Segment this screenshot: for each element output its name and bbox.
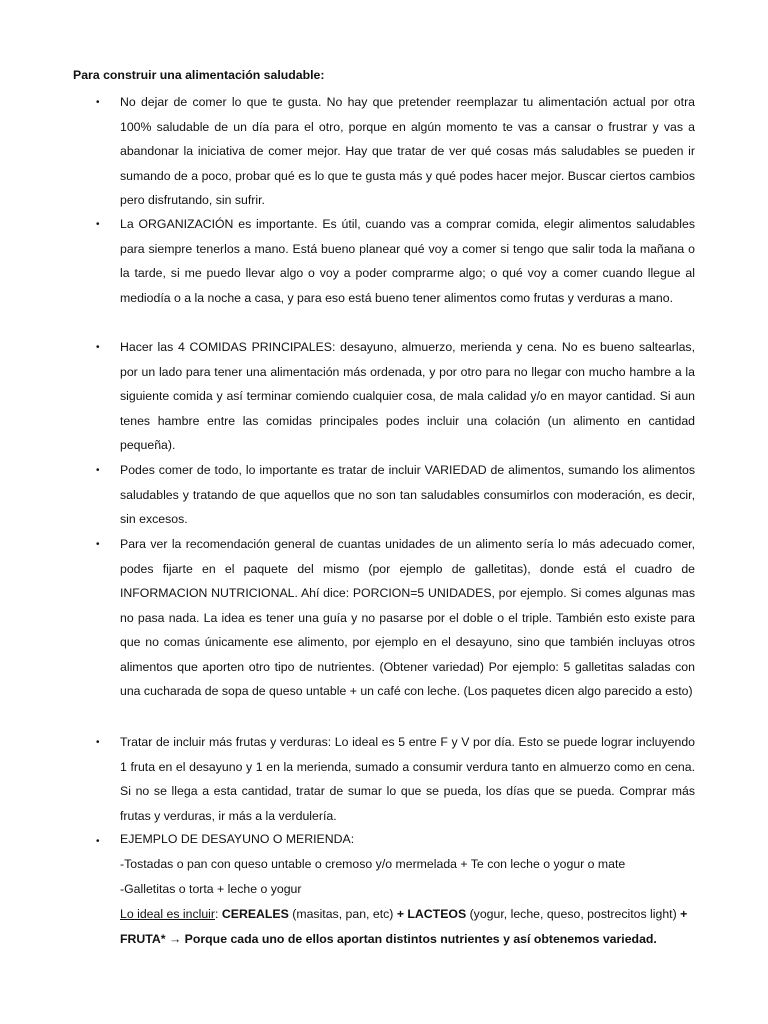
bullet-text-1: No dejar de comer lo que te gusta. No hay que pretender reemplazar tu alimentación actual por otra 100% saludable de un día para el otro, porque en algún momento te vas a cansar o frustrar y vas a abandonar la iniciativa de comer mejor. Hay que tratar de ver qué cosas más saludables se pueden ir sumando de a poco, probar qué es lo que te gusta más y qué podes hacer mejor. Buscar ciertos cambios pero disfrutando, sin sufrir. [120,95,695,207]
bullet-marker: • [96,342,100,353]
bullet-marker: • [96,737,100,748]
lacteos-note: (yogur, leche, queso, postrecitos light) [466,907,681,921]
ideal-colon: : [215,907,222,921]
bullet-text-3: Hacer las 4 COMIDAS PRINCIPALES: desayuno, almuerzo, merienda y cena. No es bueno saltearlas, por un lado para tener una alimentación más ordenada, y por otro para no llegar con mucho hambre a la siguiente comida y así terminar comiendo cualquier cosa, de mala calidad y/o en mayor cantidad. Si aun tenes hambre entre las comidas principales podes incluir una colación (un alimento en cantidad pequeña). [120,340,695,452]
example-title: EJEMPLO DE DESAYUNO O MERIENDA: [120,832,355,846]
cereales-label: CEREALES [221,907,289,921]
lacteos-label: + LACTEOS [396,907,467,921]
example-option-1: -Tostadas o pan con queso untable o cremoso y/o mermelada + Te con leche o yogur o mate [120,857,626,871]
bullet-marker: • [96,836,100,847]
fruta-conclusion: FRUTA* → Porque cada uno de ellos aportan distintos nutrientes y así obtenemos variedad. [120,932,657,946]
fruta-plus: + [680,907,688,921]
ideal-line [120,907,700,921]
bullet-marker: • [96,539,100,550]
bullet-marker: • [96,465,100,476]
bullet-text-4: Podes comer de todo, lo importante es tratar de incluir VARIEDAD de alimentos, sumando los alimentos saludables y tratando de que aquellos que no son tan saludables consumirlos con moderación, es decir, sin excesos. [120,463,695,526]
bullet-marker: • [96,219,100,230]
bullet-marker: • [96,97,100,108]
cereales-note: (masitas, pan, etc) [288,907,397,921]
example-option-2: -Galletitas o torta + leche o yogur [120,882,302,896]
bullet-text-2: La ORGANIZACIÓN es importante. Es útil, cuando vas a comprar comida, elegir alimentos saludables para siempre tenerlos a mano. Está bueno planear qué voy a comer si tengo que salir toda la mañana o la tarde, si me puedo llevar algo o voy a poder comprarme algo; o qué voy a comer cuando llegue al mediodía o a la noche a casa, y para eso está bueno tener alimentos como frutas y verduras a mano. [120,217,695,305]
fruta-line [120,932,696,946]
document-heading: Para construir una alimentación saludable: [73,68,325,82]
ideal-label: Lo ideal es incluir [120,907,216,921]
bullet-text-6: Tratar de incluir más frutas y verduras: Lo ideal es 5 entre F y V por día. Esto se puede lograr incluyendo 1 fruta en el desayuno y 1 en la merienda, sumado a consumir verdura tanto en almuerzo como en cena. Si no se llega a esta cantidad, tratar de sumar lo que se pueda, los días que se pueda. Comprar más frutas y verduras, ir más a la verdulería. [120,735,695,823]
bullet-text-5: Para ver la recomendación general de cuantas unidades de un alimento sería lo más adecuado comer, podes fijarte en el paquete del mismo (por ejemplo de galletitas), donde está el cuadro de INFORMACION NUTRICIONAL. Ahí dice: PORCION=5 UNIDADES, por ejemplo. Si comes algunas mas no pasa nada. La idea es tener una guía y no pasarse por el doble o el triple. También esto existe para que no comas únicamente ese alimento, por ejemplo en el desayuno, sino que también incluyas otros alimentos que aporten otro tipo de nutrientes. (Obtener variedad) Por ejemplo: 5 galletitas saladas con una cucharada de sopa de queso untable + un café con leche. (Los paquetes dicen algo parecido a esto) [120,537,695,698]
